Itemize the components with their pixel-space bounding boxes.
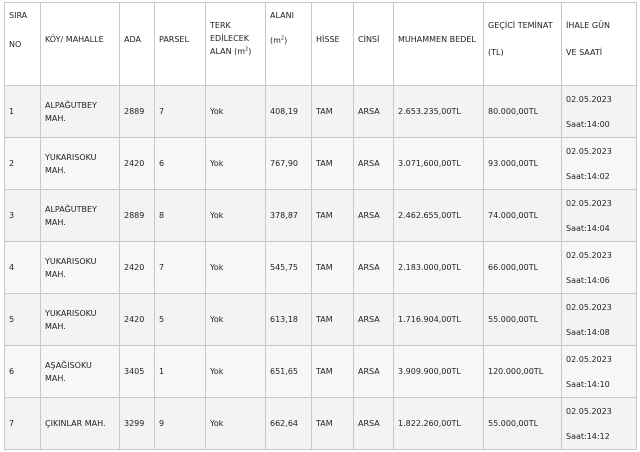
table-row	[5, 294, 637, 346]
row-ihale-tarih	[562, 398, 637, 450]
header-parsel: PARSEL	[155, 3, 206, 86]
row-hisse: TAM	[312, 86, 354, 138]
mahalle-line: ALPAĞUTBEY	[45, 204, 97, 214]
row-alan: 613,18	[266, 294, 312, 346]
mahalle-line: MAH.	[45, 165, 66, 175]
header-alani: ALANI $(m^2)$	[266, 3, 312, 86]
row-mahalle	[41, 86, 120, 138]
header-hisse: HİSSE	[312, 3, 354, 86]
ihale-time: Saat:14:10	[566, 379, 610, 389]
row-hisse: TAM	[312, 294, 354, 346]
row-terk: Yok	[206, 294, 266, 346]
row-gecici-teminat: 66.000,00TL	[484, 242, 562, 294]
table-row	[5, 190, 637, 242]
row-no: 5	[5, 294, 41, 346]
row-alan: 408,19	[266, 86, 312, 138]
mahalle-line: MAH.	[45, 269, 66, 279]
ihale-time: Saat:14:00	[566, 119, 610, 129]
ihale-time: Saat:14:12	[566, 431, 610, 441]
row-ada: 2889	[120, 86, 155, 138]
row-alan: 662,64	[266, 398, 312, 450]
row-no: 2	[5, 138, 41, 190]
mahalle-line: MAH.	[45, 113, 66, 123]
mahalle-line: MAH.	[45, 321, 66, 331]
mahalle-line: YUKARISOKU	[45, 308, 97, 318]
row-parsel: 8	[155, 190, 206, 242]
row-hisse: TAM	[312, 346, 354, 398]
row-muhammen-bedel: 1.716.904,00TL	[394, 294, 484, 346]
row-parsel: 6	[155, 138, 206, 190]
row-ada: 3405	[120, 346, 155, 398]
row-gecici-teminat: 93.000,00TL	[484, 138, 562, 190]
row-parsel: 5	[155, 294, 206, 346]
ihale-date: 02.05.2023	[566, 146, 612, 156]
row-mahalle	[41, 398, 120, 450]
ihale-time: Saat:14:06	[566, 275, 610, 285]
row-no: 7	[5, 398, 41, 450]
row-terk: Yok	[206, 86, 266, 138]
row-muhammen-bedel: 1.822.260,00TL	[394, 398, 484, 450]
mahalle-line: AŞAĞISOKU MAH.	[45, 360, 92, 383]
ihale-date: 02.05.2023	[566, 354, 612, 364]
row-no: 4	[5, 242, 41, 294]
row-muhammen-bedel: 3.071,600,00TL	[394, 138, 484, 190]
table-row	[5, 86, 637, 138]
row-parsel: 7	[155, 242, 206, 294]
row-mahalle	[41, 242, 120, 294]
table-header-row	[5, 3, 637, 86]
row-gecici-teminat: 55.000,00TL	[484, 294, 562, 346]
row-muhammen-bedel: 2.183.000,00TL	[394, 242, 484, 294]
header-cinsi: CİNSİ	[354, 3, 394, 86]
table-row	[5, 138, 637, 190]
row-no: 3	[5, 190, 41, 242]
mahalle-line: MAH.	[45, 217, 66, 227]
row-mahalle	[41, 190, 120, 242]
row-gecici-teminat: 74.000,00TL	[484, 190, 562, 242]
row-terk: Yok	[206, 242, 266, 294]
mahalle-line: ALPAĞUTBEY	[45, 100, 97, 110]
row-no: 1	[5, 86, 41, 138]
header-ada: ADA	[120, 3, 155, 86]
ihale-time: Saat:14:04	[566, 223, 610, 233]
row-ada: 2889	[120, 190, 155, 242]
row-ihale-tarih	[562, 138, 637, 190]
row-mahalle	[41, 346, 120, 398]
ihale-date: 02.05.2023	[566, 250, 612, 260]
header-muhammen-bedel: MUHAMMEN BEDEL	[394, 3, 484, 86]
header-ihale-gun-saati: İHALE GÜN VE SAATİ	[562, 3, 637, 86]
row-terk: Yok	[206, 398, 266, 450]
row-ihale-tarih	[562, 86, 637, 138]
header-terk-edilecek-alan: TERK EDİLECEK ALAN $(m^2)$	[206, 3, 266, 86]
row-cinsi: ARSA	[354, 190, 394, 242]
row-cinsi: ARSA	[354, 398, 394, 450]
row-muhammen-bedel: 2.462.655,00TL	[394, 190, 484, 242]
mahalle-line: YUKARISOKU	[45, 152, 97, 162]
row-gecici-teminat: 120.000,00TL	[484, 346, 562, 398]
row-ihale-tarih	[562, 294, 637, 346]
table-row	[5, 398, 637, 450]
row-ada: 2420	[120, 138, 155, 190]
mahalle-line: YUKARISOKU	[45, 256, 97, 266]
row-ihale-tarih	[562, 346, 637, 398]
row-parsel: 1	[155, 346, 206, 398]
row-gecici-teminat: 55.000,00TL	[484, 398, 562, 450]
header-sira-no: SIRA NO	[5, 3, 41, 86]
mahalle-line: ÇIKINLAR MAH.	[45, 419, 106, 428]
row-alan: 378,87	[266, 190, 312, 242]
table-row	[5, 346, 637, 398]
header-gecici-teminat: GEÇİCİ TEMİNAT (TL)	[484, 3, 562, 86]
row-terk: Yok	[206, 346, 266, 398]
table-row	[5, 242, 637, 294]
row-muhammen-bedel: 3.909.900,00TL	[394, 346, 484, 398]
ihale-date: 02.05.2023	[566, 198, 612, 208]
row-alan: 767,90	[266, 138, 312, 190]
row-hisse: TAM	[312, 190, 354, 242]
row-parsel: 7	[155, 86, 206, 138]
row-alan: 651,65	[266, 346, 312, 398]
row-cinsi: ARSA	[354, 294, 394, 346]
row-alan: 545,75	[266, 242, 312, 294]
row-ada: 2420	[120, 294, 155, 346]
ihale-date: 02.05.2023	[566, 94, 612, 104]
ihale-time: Saat:14:02	[566, 171, 610, 181]
row-mahalle	[41, 138, 120, 190]
row-ihale-tarih	[562, 242, 637, 294]
row-cinsi: ARSA	[354, 86, 394, 138]
ihale-date: 02.05.2023	[566, 302, 612, 312]
row-parsel: 9	[155, 398, 206, 450]
row-gecici-teminat: 80.000,00TL	[484, 86, 562, 138]
auction-table	[4, 2, 637, 450]
header-koy-mahalle: KÖY/ MAHALLE	[41, 3, 120, 86]
row-hisse: TAM	[312, 242, 354, 294]
row-hisse: TAM	[312, 398, 354, 450]
row-cinsi: ARSA	[354, 346, 394, 398]
row-no: 6	[5, 346, 41, 398]
row-ihale-tarih	[562, 190, 637, 242]
row-ada: 2420	[120, 242, 155, 294]
row-terk: Yok	[206, 190, 266, 242]
row-cinsi: ARSA	[354, 138, 394, 190]
row-terk: Yok	[206, 138, 266, 190]
row-hisse: TAM	[312, 138, 354, 190]
row-ada: 3299	[120, 398, 155, 450]
ihale-date: 02.05.2023	[566, 406, 612, 416]
row-mahalle	[41, 294, 120, 346]
row-muhammen-bedel: 2.653.235,00TL	[394, 86, 484, 138]
ihale-time: Saat:14:08	[566, 327, 610, 337]
row-cinsi: ARSA	[354, 242, 394, 294]
